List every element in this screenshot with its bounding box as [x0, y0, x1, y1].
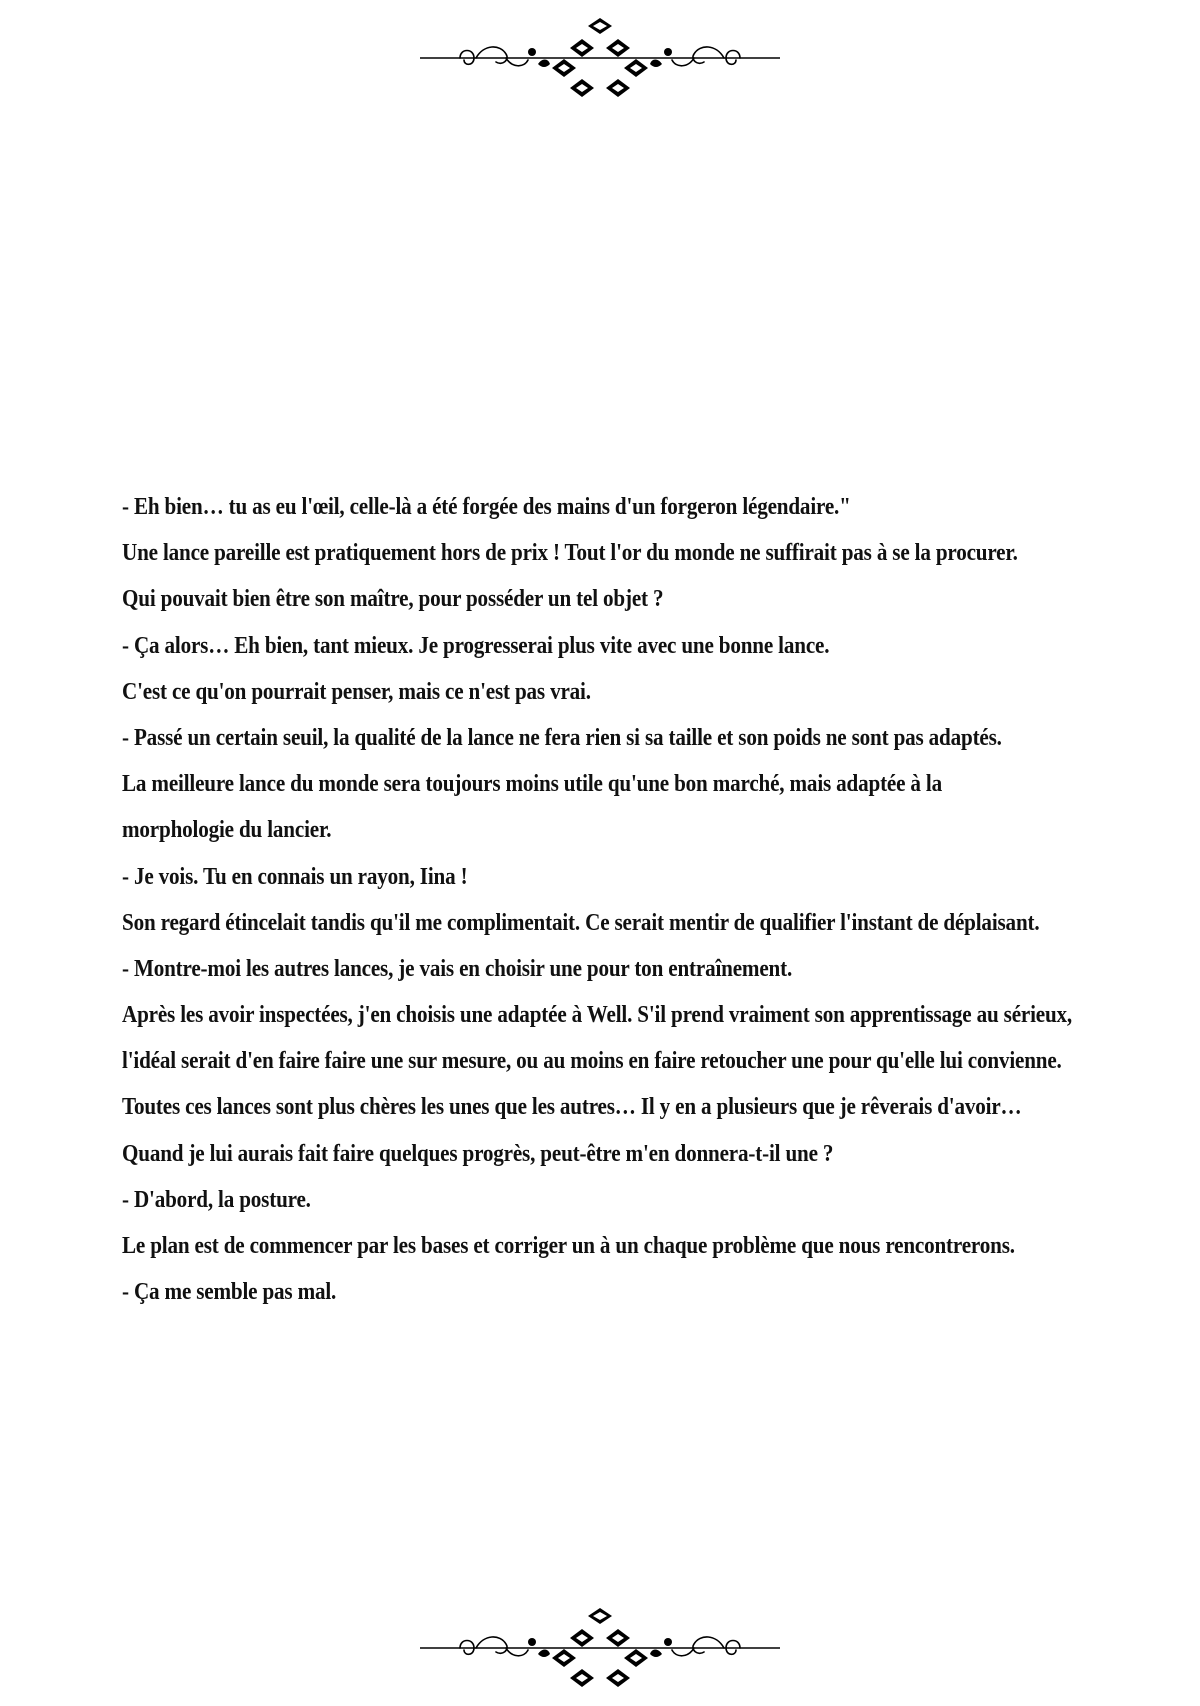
text-line: Son regard étincelait tandis qu'il me complimentait. Ce serait mentir de qualifier l'instant de déplaisant. — [122, 909, 1040, 936]
text-line: - Je vois. Tu en connais un rayon, Iina ! — [122, 863, 468, 890]
body-text — [122, 484, 1122, 1315]
text-line: l'idéal serait d'en faire faire une sur mesure, ou au moins en faire retoucher une pour qu'elle lui convienne. — [122, 1048, 1062, 1075]
text-line: morphologie du lancier. — [122, 817, 332, 844]
top-ornament-icon — [420, 18, 780, 98]
bottom-ornament-icon — [420, 1608, 780, 1688]
text-line: Une lance pareille est pratiquement hors de prix ! Tout l'or du monde ne suffirait pas à se la procurer. — [122, 540, 1018, 567]
text-line: - D'abord, la posture. — [122, 1186, 311, 1213]
text-line: Quand je lui aurais fait faire quelques progrès, peut-être m'en donnera-t-il une ? — [122, 1140, 834, 1167]
text-line: - Ça me semble pas mal. — [122, 1279, 337, 1306]
text-line: Qui pouvait bien être son maître, pour posséder un tel objet ? — [122, 586, 664, 613]
text-line: C'est ce qu'on pourrait penser, mais ce n'est pas vrai. — [122, 678, 591, 705]
text-line: - Eh bien… tu as eu l'œil, celle-là a été forgée des mains d'un forgeron légendaire." — [122, 494, 851, 520]
text-line: La meilleure lance du monde sera toujours moins utile qu'une bon marché, mais adaptée à la — [122, 771, 942, 798]
text-line: Le plan est de commencer par les bases et corriger un à un chaque problème que nous rencontrerons. — [122, 1233, 1015, 1259]
text-line: - Ça alors… Eh bien, tant mieux. Je progresserai plus vite avec une bonne lance. — [122, 632, 830, 659]
text-line: - Passé un certain seuil, la qualité de la lance ne fera rien si sa taille et son poids ne sont pas adaptés. — [122, 724, 1002, 751]
text-line: Après les avoir inspectées, j'en choisis une adaptée à Well. S'il prend vraiment son apprentissage au sérieux, — [122, 1002, 1073, 1029]
text-line: - Montre-moi les autres lances, je vais en choisir une pour ton entraînement. — [122, 955, 793, 982]
text-line: Toutes ces lances sont plus chères les unes que les autres… Il y en a plusieurs que je rêverais d'avoir… — [122, 1094, 1022, 1121]
